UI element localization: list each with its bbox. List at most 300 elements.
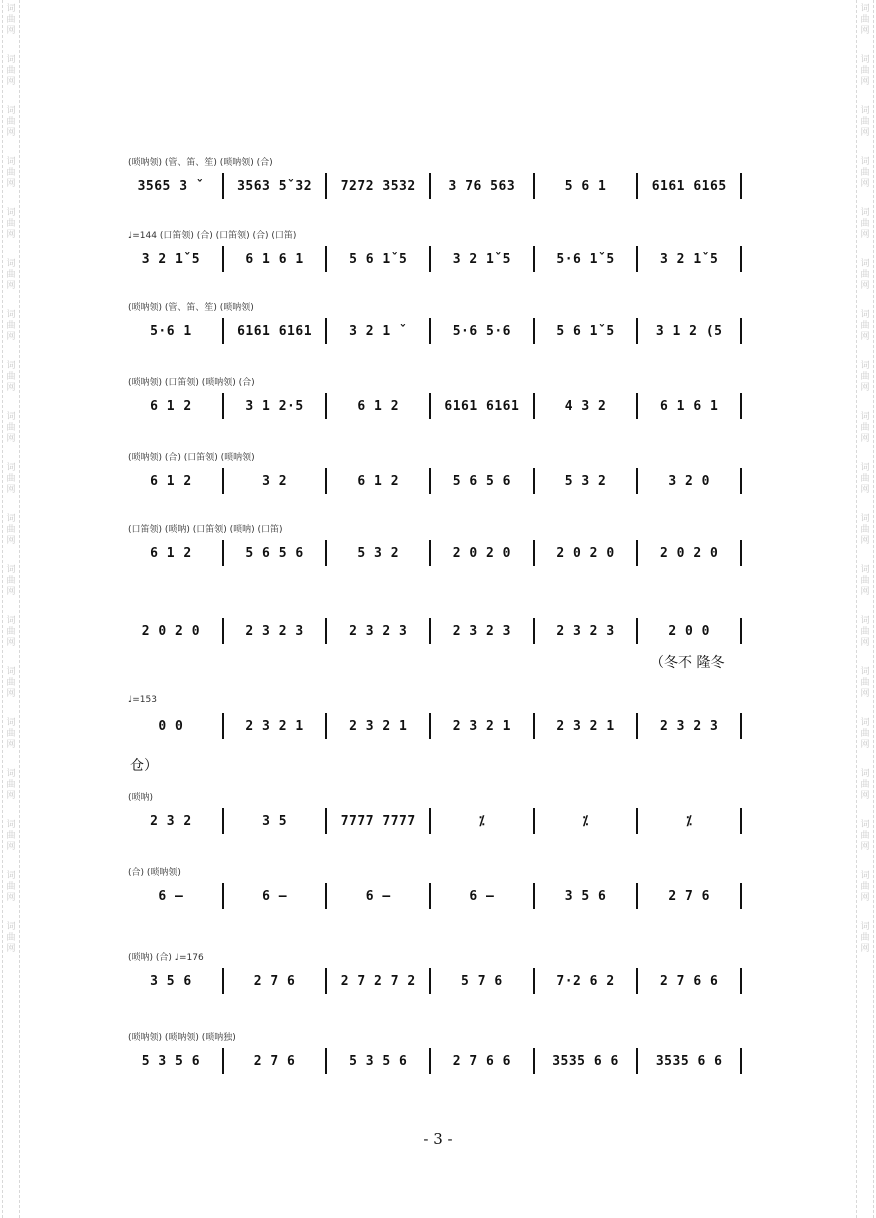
watermark-char: 网 <box>860 281 870 291</box>
measure: 6 — <box>365 888 391 904</box>
watermark-group <box>6 922 15 955</box>
barline <box>533 713 535 739</box>
measure: 2 3 2 3 <box>556 623 615 639</box>
watermark-char: 网 <box>6 944 16 954</box>
watermark-char: 网 <box>6 128 16 138</box>
watermark-char: 曲 <box>6 270 16 280</box>
watermark-char: 网 <box>6 638 16 648</box>
measure: 2 7 2 7 2 <box>340 973 416 989</box>
measure: 3 2 1ˇ5 <box>660 251 719 267</box>
instrument-annotation: ♩=144 (口笛领) (合) (口笛领) (合) (口笛) <box>128 231 297 241</box>
barline <box>325 1048 327 1074</box>
instrument-annotation <box>128 600 750 614</box>
notes-row <box>128 966 750 996</box>
measure: 3 5 <box>262 813 288 829</box>
watermark-char: 网 <box>860 689 870 699</box>
instrument-annotation: ♩=153 <box>128 695 157 705</box>
watermark-char: 曲 <box>860 66 870 76</box>
measure: 3 1 2 (5 <box>655 323 723 339</box>
notation-system <box>128 228 750 278</box>
notes-row <box>128 1046 750 1076</box>
measure: 3 5 6 <box>150 973 192 989</box>
watermark-group <box>6 106 15 139</box>
watermark-char: 网 <box>860 638 870 648</box>
measure: 3 2 1ˇ5 <box>452 251 512 267</box>
barline <box>740 393 742 419</box>
watermark-char: 词 <box>860 157 870 167</box>
measure: 2 7 6 <box>253 973 296 989</box>
notation-system <box>128 790 750 840</box>
watermark-group <box>6 463 15 496</box>
watermark-char: 曲 <box>860 678 870 688</box>
measure: 2 7 6 6 <box>660 973 719 989</box>
measure: 5·6 1ˇ5 <box>556 251 615 267</box>
measure: 5 3 5 6 <box>349 1053 408 1069</box>
watermark-char: 词 <box>6 565 16 575</box>
watermark-char: 网 <box>860 26 870 36</box>
watermark-group <box>6 310 15 343</box>
watermark-char: 词 <box>860 4 870 14</box>
measure: 3535 6 6 <box>552 1053 619 1069</box>
measure: 6 — <box>262 888 288 904</box>
watermark-char: 曲 <box>6 729 16 739</box>
watermark-group <box>860 565 869 598</box>
measure: 2 7 6 6 <box>452 1053 512 1069</box>
watermark-group <box>6 820 15 853</box>
measure: ⁒ <box>478 813 486 829</box>
watermark-char: 曲 <box>860 117 870 127</box>
watermark-char: 曲 <box>6 372 16 382</box>
barline <box>429 393 431 419</box>
measure: 3 2 0 <box>668 473 710 489</box>
barline <box>533 318 535 344</box>
watermark-char: 曲 <box>6 678 16 688</box>
barline <box>740 173 742 199</box>
barline <box>429 968 431 994</box>
measure: 5 6 1 <box>564 178 607 194</box>
watermark-char: 词 <box>860 106 870 116</box>
measure: 2 3 2 3 <box>245 623 304 639</box>
notation-system <box>128 155 750 205</box>
instrument-annotation: (唢呐领) (合) (口笛领) (唢呐领) <box>128 453 255 463</box>
barline <box>429 1048 431 1074</box>
watermark-char: 词 <box>860 922 870 932</box>
watermark-char: 曲 <box>6 780 16 790</box>
watermark-char: 词 <box>6 4 16 14</box>
measure: 6 1 2 <box>150 473 192 489</box>
watermark-char: 网 <box>860 77 870 87</box>
watermark-char: 词 <box>6 463 16 473</box>
barline <box>533 246 535 272</box>
notation-system <box>128 375 750 425</box>
watermark-group <box>860 922 869 955</box>
barline <box>533 393 535 419</box>
watermark-char: 曲 <box>860 729 870 739</box>
measure: 2 0 2 0 <box>556 545 615 561</box>
watermark-char: 网 <box>6 689 16 699</box>
barline <box>533 1048 535 1074</box>
measure: 2 3 2 3 <box>660 718 719 734</box>
measure: 2 0 2 0 <box>660 545 719 561</box>
barline <box>636 618 638 644</box>
watermark-char: 网 <box>6 791 16 801</box>
barline <box>429 713 431 739</box>
notation-system <box>128 1030 750 1080</box>
barline <box>740 968 742 994</box>
measure: 2 0 2 0 <box>141 623 201 639</box>
instrument-annotation: (唢呐领) (管、笛、笙) (唢呐领) (合) <box>128 158 273 168</box>
watermark-group <box>860 769 869 802</box>
watermark-group <box>6 157 15 190</box>
watermark-group <box>860 871 869 904</box>
measure: 2 3 2 1 <box>245 718 304 734</box>
measure: 7·2 6 2 <box>556 973 615 989</box>
watermark-char: 曲 <box>860 831 870 841</box>
watermark-char: 曲 <box>6 15 16 25</box>
watermark-char: 词 <box>6 310 16 320</box>
instrument-annotation: (合) (唢呐领) <box>128 868 181 878</box>
measure: 3 5 6 <box>564 888 607 904</box>
watermark-char: 词 <box>860 310 870 320</box>
watermark-char: 曲 <box>6 168 16 178</box>
watermark-char: 词 <box>860 667 870 677</box>
watermark-char: 曲 <box>860 933 870 943</box>
watermark-char: 曲 <box>860 270 870 280</box>
watermark-char: 词 <box>860 412 870 422</box>
measure: 6 1 6 1 <box>245 251 304 267</box>
watermark-group <box>6 667 15 700</box>
measure: 3563 5ˇ32 <box>237 178 313 194</box>
lyric-line-1: （冬不 隆冬 <box>650 655 725 671</box>
left-watermark-strip <box>2 0 20 1218</box>
watermark-char: 网 <box>860 332 870 342</box>
barline <box>222 393 224 419</box>
notation-system <box>128 450 750 500</box>
notes-row <box>128 538 750 568</box>
barline <box>636 968 638 994</box>
watermark-char: 词 <box>860 718 870 728</box>
watermark-char: 网 <box>860 893 870 903</box>
barline <box>429 246 431 272</box>
measure: 2 3 2 1 <box>452 718 512 734</box>
watermark-group <box>6 718 15 751</box>
watermark-group <box>860 55 869 88</box>
barline <box>325 393 327 419</box>
notes-row <box>128 616 750 646</box>
notes-row <box>128 711 750 741</box>
watermark-char: 网 <box>860 536 870 546</box>
watermark-char: 网 <box>6 842 16 852</box>
barline <box>636 318 638 344</box>
measure: 5 6 1ˇ5 <box>349 251 408 267</box>
measure: 2 3 2 3 <box>349 623 408 639</box>
barline <box>222 540 224 566</box>
measure: 5 6 1ˇ5 <box>556 323 615 339</box>
barline <box>325 883 327 909</box>
measure: 6161 6165 <box>651 178 727 194</box>
measure: 6 1 6 1 <box>660 398 719 414</box>
measure: 3 2 1 ˇ <box>349 323 408 339</box>
barline <box>740 468 742 494</box>
barline <box>222 968 224 994</box>
barline <box>740 246 742 272</box>
watermark-char: 网 <box>6 26 16 36</box>
watermark-char: 曲 <box>6 882 16 892</box>
barline <box>429 540 431 566</box>
watermark-char: 网 <box>6 332 16 342</box>
watermark-char: 曲 <box>860 372 870 382</box>
measure: 6 — <box>469 888 495 904</box>
right-watermark-strip <box>856 0 874 1218</box>
barline <box>533 883 535 909</box>
barline <box>740 883 742 909</box>
watermark-group <box>6 871 15 904</box>
measure: 5 3 2 <box>564 473 607 489</box>
watermark-group <box>6 769 15 802</box>
watermark-char: 曲 <box>6 933 16 943</box>
notes-row <box>128 391 750 421</box>
watermark-char: 曲 <box>860 423 870 433</box>
notation-system <box>128 522 750 572</box>
barline <box>222 618 224 644</box>
watermark-char: 网 <box>6 383 16 393</box>
measure: 7272 3532 <box>340 178 416 194</box>
barline <box>222 1048 224 1074</box>
barline <box>222 318 224 344</box>
barline <box>325 618 327 644</box>
measure: 6 1 2 <box>150 545 192 561</box>
measure: 5·6 5·6 <box>452 323 512 339</box>
watermark-char: 词 <box>6 361 16 371</box>
watermark-char: 曲 <box>860 219 870 229</box>
watermark-group <box>860 616 869 649</box>
barline <box>429 883 431 909</box>
barline <box>325 713 327 739</box>
watermark-group <box>860 106 869 139</box>
measure: 7777 7777 <box>340 813 416 829</box>
watermark-char: 词 <box>6 667 16 677</box>
measure: 3565 3 ˇ <box>137 178 205 194</box>
watermark-group <box>6 616 15 649</box>
barline <box>740 1048 742 1074</box>
page-number: - 3 - <box>423 1130 453 1148</box>
watermark-char: 词 <box>6 718 16 728</box>
watermark-char: 网 <box>860 128 870 138</box>
barline <box>636 540 638 566</box>
barline <box>222 808 224 834</box>
watermark-char: 词 <box>6 157 16 167</box>
barline <box>325 246 327 272</box>
watermark-char: 词 <box>860 259 870 269</box>
measure: 5 3 5 6 <box>141 1053 201 1069</box>
watermark-char: 曲 <box>6 66 16 76</box>
measure: 2 3 2 3 <box>452 623 512 639</box>
barline <box>636 808 638 834</box>
watermark-char: 网 <box>860 791 870 801</box>
barline <box>222 246 224 272</box>
watermark-group <box>6 208 15 241</box>
barline <box>636 883 638 909</box>
watermark-group <box>6 514 15 547</box>
measure: 3 2 1ˇ5 <box>141 251 201 267</box>
watermark-char: 曲 <box>860 576 870 586</box>
lyric-line-2: 仓） <box>130 758 158 774</box>
barline <box>222 173 224 199</box>
watermark-char: 词 <box>6 259 16 269</box>
barline <box>325 468 327 494</box>
measure: 2 0 0 <box>668 623 710 639</box>
instrument-annotation: (唢呐领) (唢呐领) (唢呐独) <box>128 1033 236 1043</box>
measure: ⁒ <box>686 813 693 829</box>
barline <box>429 618 431 644</box>
watermark-char: 词 <box>860 820 870 830</box>
barline <box>533 968 535 994</box>
watermark-char: 网 <box>860 485 870 495</box>
watermark-group <box>860 310 869 343</box>
watermark-group <box>860 667 869 700</box>
barline <box>222 713 224 739</box>
measure: 2 7 6 <box>253 1053 296 1069</box>
watermark-group <box>860 412 869 445</box>
measure: 2 3 2 1 <box>349 718 408 734</box>
watermark-char: 网 <box>6 587 16 597</box>
measure: 5 6 5 6 <box>245 545 304 561</box>
watermark-char: 曲 <box>6 627 16 637</box>
instrument-annotation: (唢呐) (合) ♩=176 <box>128 953 204 963</box>
watermark-char: 曲 <box>860 321 870 331</box>
notes-row <box>128 244 750 274</box>
watermark-group <box>860 514 869 547</box>
barline <box>636 713 638 739</box>
barline <box>533 540 535 566</box>
barline <box>533 173 535 199</box>
watermark-char: 词 <box>860 514 870 524</box>
notes-row <box>128 881 750 911</box>
instrument-annotation: (唢呐) <box>128 793 154 803</box>
barline <box>636 173 638 199</box>
watermark-group <box>6 259 15 292</box>
watermark-char: 曲 <box>6 117 16 127</box>
watermark-char: 曲 <box>860 627 870 637</box>
watermark-char: 网 <box>6 179 16 189</box>
watermark-char: 词 <box>860 361 870 371</box>
notation-system <box>128 695 750 745</box>
watermark-char: 网 <box>860 434 870 444</box>
measure: 6 1 2 <box>357 398 400 414</box>
watermark-group <box>860 820 869 853</box>
instrument-annotation: (唢呐领) (口笛领) (唢呐领) (合) <box>128 378 255 388</box>
watermark-char: 网 <box>6 536 16 546</box>
notation-system <box>128 300 750 350</box>
measure: 4 3 2 <box>564 398 607 414</box>
watermark-group <box>860 259 869 292</box>
measure: 5·6 1 <box>150 323 192 339</box>
watermark-char: 词 <box>860 55 870 65</box>
watermark-char: 网 <box>860 944 870 954</box>
watermark-char: 词 <box>860 208 870 218</box>
instrument-annotation: (口笛领) (唢呐) (口笛领) (唢呐) (口笛) <box>128 525 283 535</box>
measure: 6161 6161 <box>444 398 520 414</box>
measure: 6 1 2 <box>357 473 400 489</box>
barline <box>740 713 742 739</box>
watermark-char: 网 <box>6 740 16 750</box>
watermark-char: 词 <box>6 55 16 65</box>
measure: 6 1 2 <box>150 398 192 414</box>
measure: 5 7 6 <box>461 973 503 989</box>
barline <box>429 808 431 834</box>
barline <box>222 883 224 909</box>
watermark-group <box>860 208 869 241</box>
watermark-char: 网 <box>860 383 870 393</box>
watermark-char: 曲 <box>860 780 870 790</box>
measure: 3 76 563 <box>448 178 516 194</box>
watermark-group <box>6 55 15 88</box>
measure: 6 — <box>158 888 184 904</box>
measure: 2 3 2 <box>150 813 192 829</box>
measure: 5 3 2 <box>357 545 400 561</box>
barline <box>636 393 638 419</box>
watermark-char: 曲 <box>6 321 16 331</box>
watermark-char: 曲 <box>6 576 16 586</box>
watermark-char: 词 <box>6 922 16 932</box>
watermark-char: 词 <box>6 820 16 830</box>
barline <box>740 318 742 344</box>
watermark-char: 词 <box>860 769 870 779</box>
watermark-char: 曲 <box>860 882 870 892</box>
watermark-group <box>860 4 869 37</box>
watermark-char: 词 <box>860 463 870 473</box>
barline <box>429 468 431 494</box>
watermark-group <box>860 157 869 190</box>
barline <box>636 246 638 272</box>
watermark-char: 曲 <box>860 525 870 535</box>
watermark-char: 网 <box>860 587 870 597</box>
barline <box>325 173 327 199</box>
notes-row <box>128 806 750 836</box>
watermark-char: 曲 <box>6 423 16 433</box>
watermark-char: 网 <box>6 77 16 87</box>
watermark-char: 词 <box>6 208 16 218</box>
watermark-char: 词 <box>6 871 16 881</box>
notes-row <box>128 466 750 496</box>
watermark-char: 词 <box>6 616 16 626</box>
watermark-char: 曲 <box>6 831 16 841</box>
watermark-char: 网 <box>6 434 16 444</box>
measure: 3535 6 6 <box>655 1053 723 1069</box>
notation-system <box>128 950 750 1000</box>
watermark-char: 网 <box>860 740 870 750</box>
watermark-char: 词 <box>860 565 870 575</box>
watermark-group <box>860 463 869 496</box>
measure: 2 0 2 0 <box>452 545 512 561</box>
measure: 5 6 5 6 <box>452 473 512 489</box>
watermark-char: 曲 <box>860 474 870 484</box>
notes-row <box>128 316 750 346</box>
notation-system <box>128 865 750 915</box>
watermark-char: 曲 <box>6 525 16 535</box>
barline <box>636 468 638 494</box>
barline <box>325 808 327 834</box>
barline <box>533 808 535 834</box>
watermark-group <box>860 718 869 751</box>
instrument-annotation: (唢呐领) (管、笛、笙) (唢呐领) <box>128 303 254 313</box>
watermark-char: 网 <box>6 893 16 903</box>
watermark-char: 网 <box>6 281 16 291</box>
barline <box>325 968 327 994</box>
notes-row <box>128 171 750 201</box>
watermark-char: 网 <box>860 179 870 189</box>
watermark-char: 曲 <box>6 474 16 484</box>
